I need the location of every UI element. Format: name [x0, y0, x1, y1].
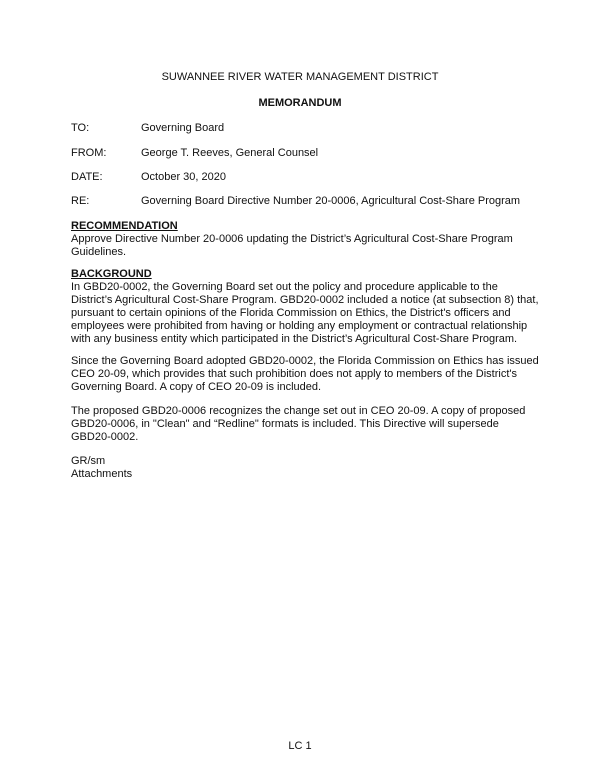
- memo-field-label: FROM:: [71, 147, 107, 159]
- memo-field-label: DATE:: [71, 171, 103, 183]
- background-section: [71, 268, 541, 346]
- memo-field-value: Governing Board Directive Number 20-0006, Agricultural Cost-Share Program: [141, 195, 521, 207]
- background-heading: BACKGROUND: [71, 268, 152, 280]
- background-paragraph-2-block: [71, 355, 541, 394]
- initials: GR/sm: [71, 455, 106, 467]
- memo-field-date: [71, 171, 551, 185]
- memo-field-label: TO:: [71, 122, 90, 134]
- background-paragraph-2: Since the Governing Board adopted GBD20-0002, the Florida Commission on Ethics has issued CEO 20-09, which provides that such prohibition does not apply to members of the District's Governing Board. A copy of CEO 20-09 is included.: [71, 355, 539, 393]
- recommendation-text: Approve Directive Number 20-0006 updating the District’s Agricultural Cost-Share Program Guidelines.: [71, 233, 513, 258]
- memo-field-value: Governing Board: [141, 122, 225, 134]
- background-paragraph-3: The proposed GBD20-0006 recognizes the change set out in CEO 20-09. A copy of proposed GBD20-0006, in "Clean" and “Redline" formats is included. This Directive will supersede GBD20-0002.: [71, 405, 526, 443]
- memo-field-re: [71, 195, 551, 209]
- memo-field-value: George T. Reeves, General Counsel: [141, 147, 319, 159]
- background-paragraph-1: In GBD20-0002, the Governing Board set out the policy and procedure applicable to the District’s Agricultural Cost-Share Program. GBD20-0002 included a notice (at subsection 8) that, pursuant to certain opinions of the Florida Commission on Ethics, the District's officers and employees were prohibited from having or holding any employment or contractual relationship with any business entity which participated in the District’s Agricultural Cost-Share Program.: [71, 281, 539, 345]
- recommendation-heading: RECOMMENDATION: [71, 220, 178, 232]
- closing-block: [71, 455, 541, 481]
- memo-title: MEMORANDUM: [258, 97, 342, 109]
- attachments-label: Attachments: [71, 468, 133, 480]
- background-paragraph-3-block: [71, 405, 541, 444]
- memo-field-from: [71, 147, 551, 161]
- organization-name: SUWANNEE RIVER WATER MANAGEMENT DISTRICT: [161, 71, 439, 83]
- recommendation-section: [71, 220, 541, 259]
- memo-field-label: RE:: [71, 195, 90, 207]
- memo-field-to: [71, 122, 551, 136]
- memo-field-value: October 30, 2020: [141, 171, 227, 183]
- page-number: LC 1: [288, 740, 312, 752]
